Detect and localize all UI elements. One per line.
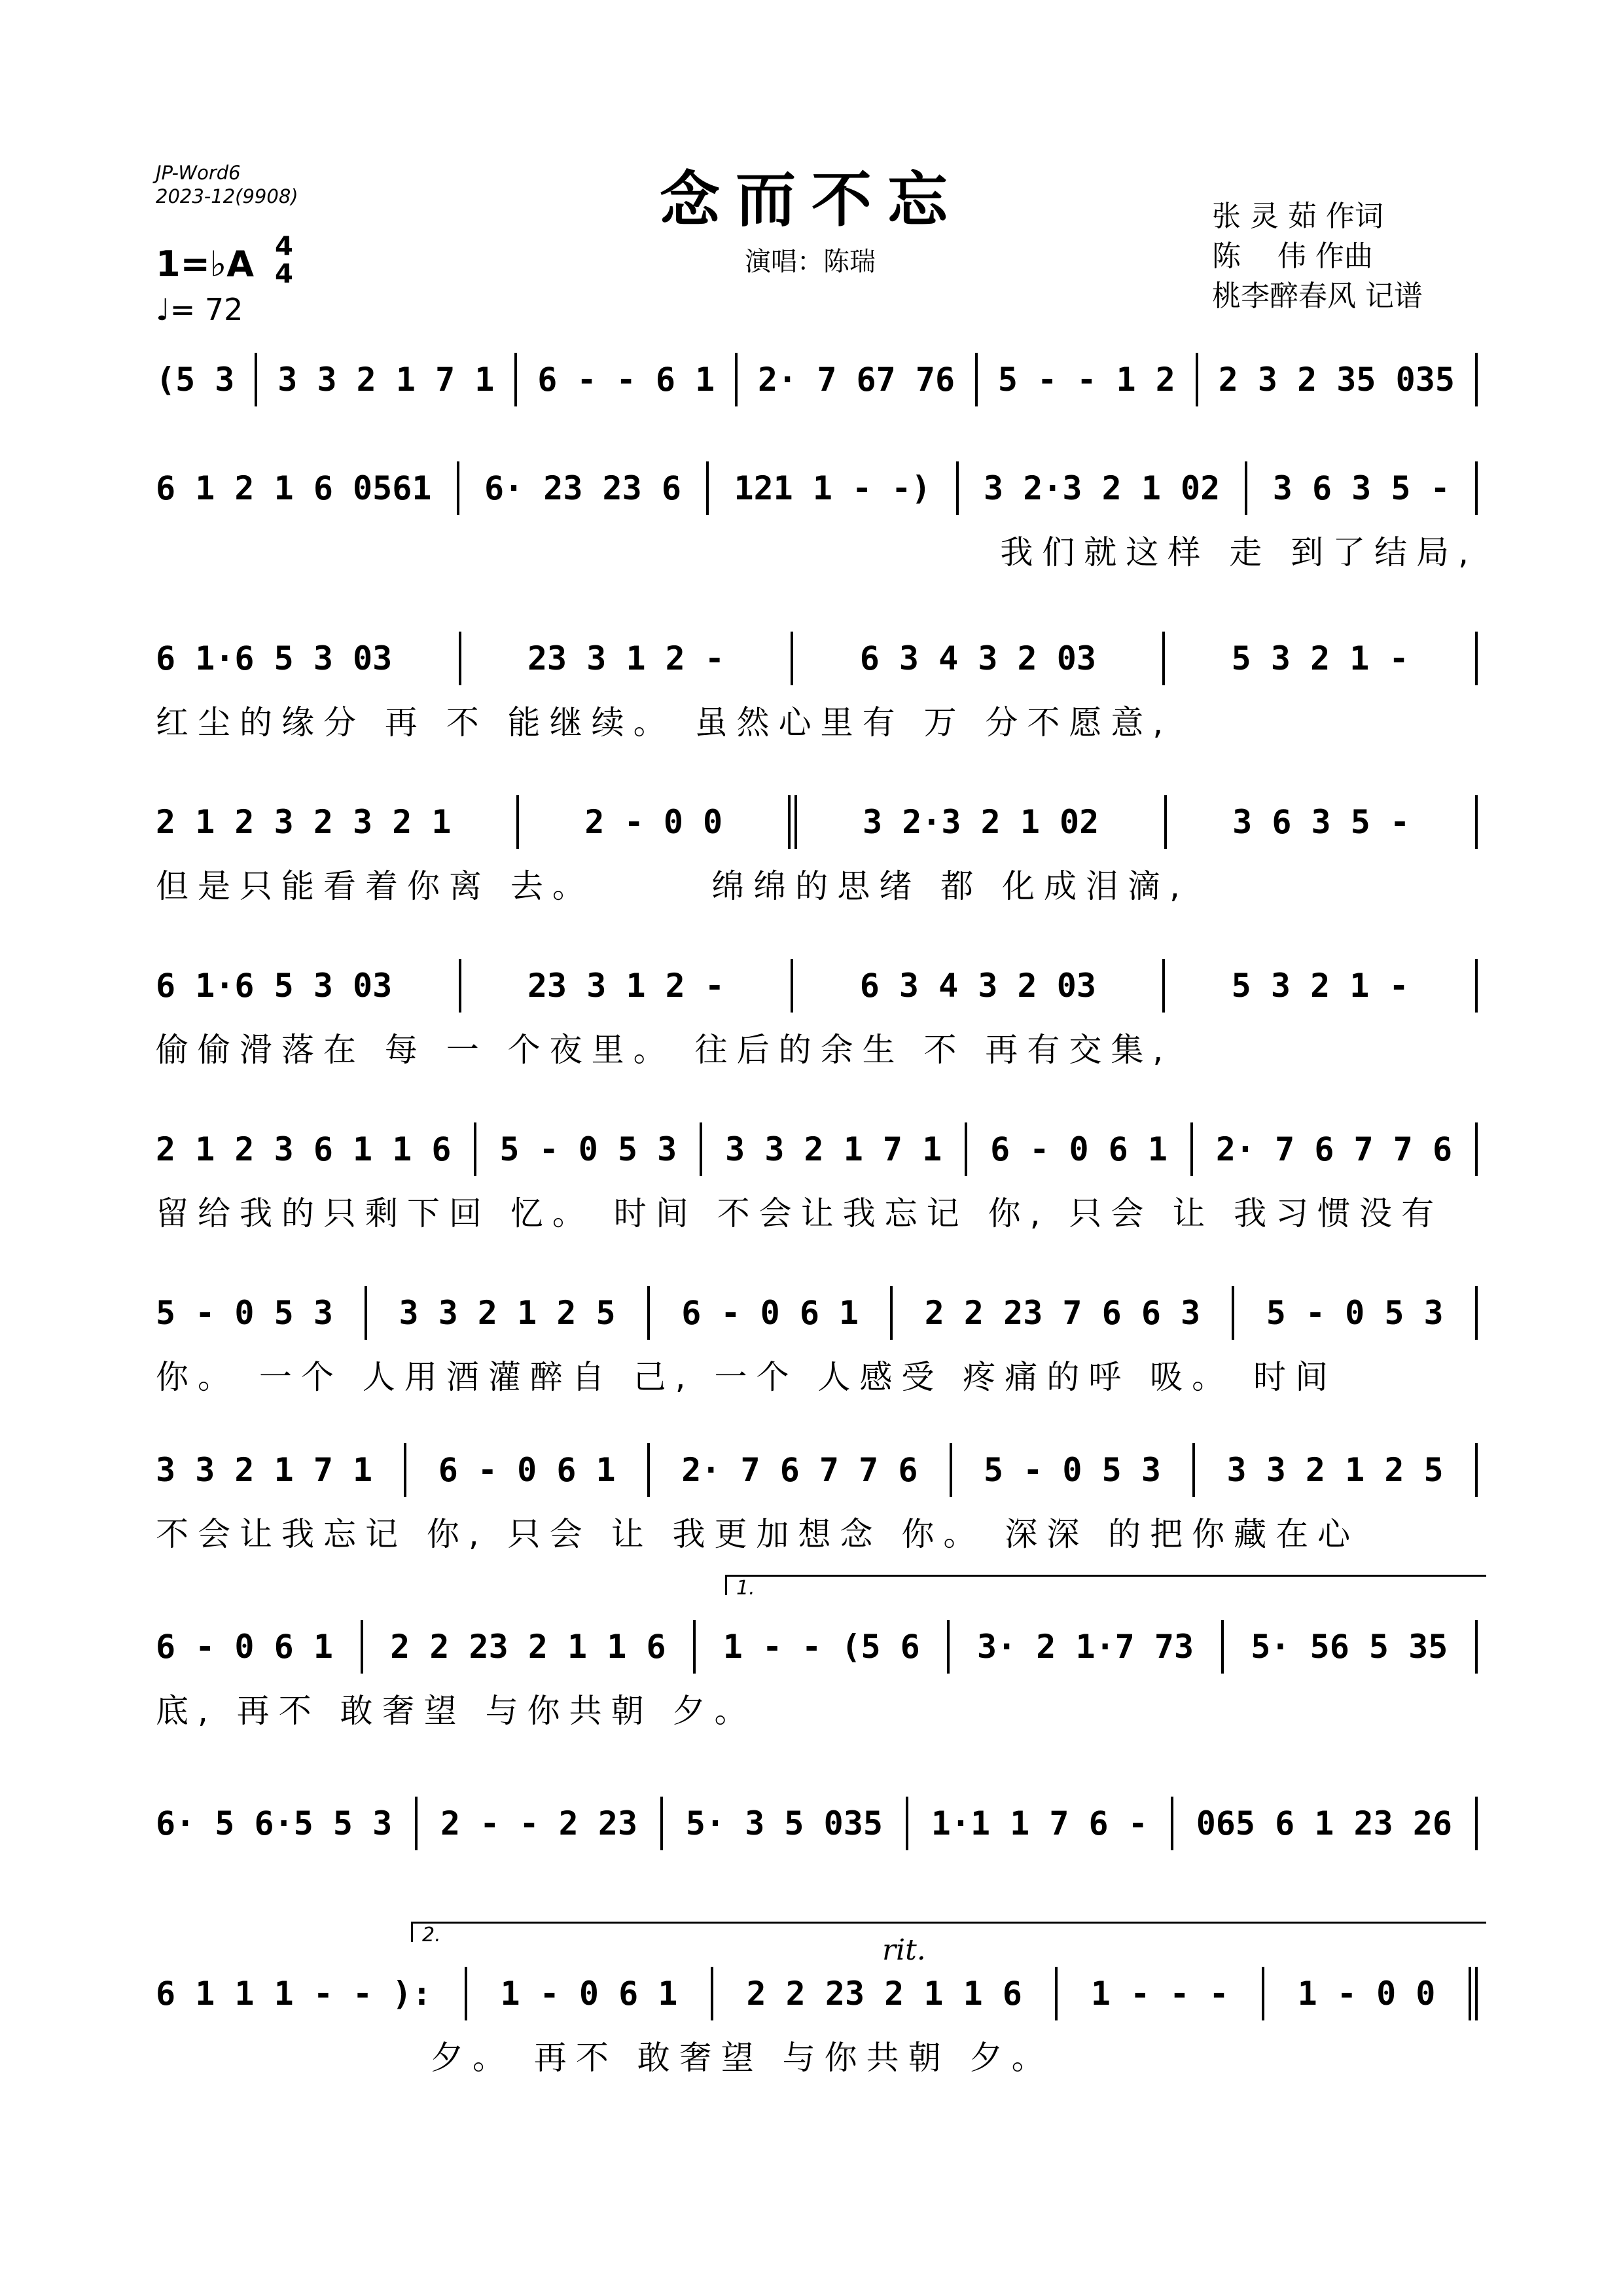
barline — [474, 1122, 476, 1176]
software-date: 2023-12(9908) — [156, 185, 298, 207]
barline — [1245, 461, 1247, 515]
barline — [1232, 1286, 1234, 1340]
credits — [1212, 196, 1423, 316]
barline — [1164, 795, 1167, 849]
barline — [415, 1797, 418, 1850]
barline — [735, 353, 738, 406]
lyrics-line: 你。 一个 人用酒灌醉自 己, 一个 人感受 疼痛的呼 吸。 时间 — [156, 1358, 1338, 1396]
measure: 3 3 2 1 2 5 — [399, 1294, 616, 1332]
barline — [1162, 959, 1165, 1013]
barline — [1221, 1620, 1224, 1674]
notation-line — [156, 960, 1478, 1012]
barline — [465, 1967, 467, 2020]
measure: 3 6 3 5 - — [1272, 469, 1450, 507]
composer: 陈 伟 作曲 — [1212, 240, 1373, 273]
measure: 6 - 0 6 1 — [681, 1294, 859, 1332]
barline — [788, 795, 797, 849]
measure: 5 - 0 5 3 — [156, 1294, 333, 1332]
measure: 5 - 0 5 3 — [499, 1130, 677, 1168]
measure: 2 1 2 3 2 3 2 1 — [156, 803, 452, 841]
lyrics-line — [156, 1861, 1478, 1901]
barline — [791, 632, 793, 685]
measure: 3 3 2 1 7 1 — [725, 1130, 942, 1168]
lyrics-line: 红尘的缘分 再 不 能继续。 虽然心里有 万 分不愿意, — [156, 704, 1173, 742]
measure: 1 - - - — [1090, 1975, 1229, 2013]
measure: 6 1·6 5 3 03 — [156, 639, 393, 677]
barline — [950, 1443, 952, 1497]
volta-bracket: 2. — [411, 1922, 1486, 1942]
measure: 2 2 23 2 1 1 6 — [746, 1975, 1022, 2013]
notation-line — [156, 632, 1478, 685]
measure: 121 1 - -) — [734, 469, 931, 507]
measure: 1·1 1 7 6 - — [931, 1804, 1148, 1842]
barline — [711, 1967, 713, 2020]
ritardando-marking: rit. — [882, 1933, 926, 1967]
barline — [459, 632, 461, 685]
measure: 6 1 1 1 - - ): — [156, 1975, 432, 2013]
measure: 3· 2 1·7 73 — [976, 1628, 1194, 1666]
barline — [1475, 1620, 1478, 1674]
measure: 3 3 2 1 2 5 — [1226, 1451, 1444, 1489]
measure: 1 - - (5 6 — [722, 1628, 920, 1666]
barline — [647, 1286, 650, 1340]
lyrics-line: 底, 再不 敢奢望 与你共朝 夕。 — [156, 1692, 757, 1730]
barline — [1475, 1797, 1478, 1850]
barline — [1475, 1286, 1478, 1340]
measure: 23 3 1 2 - — [527, 639, 724, 677]
barline — [1196, 353, 1198, 406]
measure: (5 3 — [156, 361, 235, 399]
barline — [660, 1797, 663, 1850]
lyrics-line: 偷偷滑落在 每 一 个夜里。 往后的余生 不 再有交集, — [156, 1031, 1173, 1069]
measure: 3 2·3 2 1 02 — [863, 803, 1099, 841]
measure: 2 2 23 7 6 6 3 — [924, 1294, 1201, 1332]
measure: 3 6 3 5 - — [1232, 803, 1410, 841]
measure: 6 - 0 6 1 — [438, 1451, 616, 1489]
lyricist: 张 灵 茹 作词 — [1212, 200, 1383, 233]
barline — [1469, 1967, 1478, 2020]
measure: 2 3 2 35 035 — [1218, 361, 1455, 399]
barline — [365, 1286, 367, 1340]
measure: 5 3 2 1 - — [1231, 967, 1409, 1005]
measure: 2· 7 6 7 7 6 — [1215, 1130, 1453, 1168]
barline — [1475, 1443, 1478, 1497]
barline — [1192, 1443, 1195, 1497]
barline — [956, 461, 959, 515]
tempo-marking: ♩= 72 — [156, 292, 243, 327]
barline — [1475, 1122, 1478, 1176]
barline — [1475, 461, 1478, 515]
barline — [965, 1122, 967, 1176]
barline — [255, 353, 257, 406]
measure: 5 - 0 5 3 — [1266, 1294, 1444, 1332]
notation-line — [156, 1621, 1478, 1673]
measure: 2 2 23 2 1 1 6 — [390, 1628, 666, 1666]
barline — [404, 1443, 406, 1497]
barline — [906, 1797, 908, 1850]
barline — [693, 1620, 696, 1674]
measure: 3 3 2 1 7 1 — [156, 1451, 373, 1489]
barline — [361, 1620, 363, 1674]
measure: 3 2·3 2 1 02 — [984, 469, 1221, 507]
barline — [791, 959, 793, 1013]
measure: 2· 7 6 7 7 6 — [681, 1451, 918, 1489]
singer: 演唱：陈瑞 — [745, 247, 876, 277]
time-sig-bottom: 4 — [275, 259, 293, 289]
measure: 6· 5 6·5 5 3 — [156, 1804, 393, 1842]
barline — [1171, 1797, 1173, 1850]
measure: 6 - 0 6 1 — [156, 1628, 333, 1666]
barline — [890, 1286, 893, 1340]
measure: 5 - - 1 2 — [997, 361, 1175, 399]
barline — [1262, 1967, 1264, 2020]
measure: 5· 56 5 35 — [1251, 1628, 1448, 1666]
barline — [700, 1122, 702, 1176]
barline — [1055, 1967, 1058, 2020]
barline — [1162, 632, 1165, 685]
measure: 6 3 4 3 2 03 — [859, 639, 1096, 677]
notation-line — [156, 1287, 1478, 1339]
notation-line — [156, 1967, 1478, 2020]
lyrics-line — [156, 418, 1478, 457]
barline — [647, 1443, 650, 1497]
measure: 6 1 2 1 6 0561 — [156, 469, 432, 507]
barline — [1190, 1122, 1193, 1176]
measure: 6· 23 23 6 — [484, 469, 681, 507]
barline — [947, 1620, 950, 1674]
measure: 5 - 0 5 3 — [984, 1451, 1161, 1489]
software-name: JP-Word6 — [156, 162, 241, 184]
measure: 5· 3 5 035 — [685, 1804, 883, 1842]
barline — [514, 353, 517, 406]
time-signature — [275, 233, 293, 288]
measure: 2 1 2 3 6 1 1 6 — [156, 1130, 452, 1168]
lyrics-line: 但是只能看着你离 去。 绵绵的思绪 都 化成泪滴, — [156, 867, 1189, 905]
measure: 23 3 1 2 - — [527, 967, 724, 1005]
measure: 6 - 0 6 1 — [990, 1130, 1168, 1168]
notation-line — [156, 462, 1478, 514]
notation-line — [156, 796, 1478, 848]
lyrics-line: 留给我的只剩下回 忆。 时间 不会让我忘记 你, 只会 让 我习惯没有 — [156, 1194, 1444, 1232]
song-title: 念而不忘 — [659, 164, 963, 235]
barline — [1475, 959, 1478, 1013]
notation-line — [156, 1444, 1478, 1496]
volta-bracket: 1. — [725, 1575, 1486, 1595]
barline — [1475, 795, 1478, 849]
barline — [459, 959, 461, 1013]
notation-line — [156, 1123, 1478, 1175]
measure: 065 6 1 23 26 — [1196, 1804, 1453, 1842]
measure: 5 3 2 1 - — [1231, 639, 1409, 677]
measure: 3 3 2 1 7 1 — [277, 361, 495, 399]
barline — [457, 461, 459, 515]
measure: 1 - 0 0 — [1297, 1975, 1436, 2013]
measure: 6 - - 6 1 — [537, 361, 715, 399]
time-sig-top: 4 — [275, 232, 293, 262]
lyrics-line: 不会让我忘记 你, 只会 让 我更加想念 你。 深深 的把你藏在心 — [156, 1515, 1360, 1553]
key-signature: 1=♭A — [156, 243, 255, 285]
barline — [975, 353, 978, 406]
transcriber: 桃李醉春风 记谱 — [1212, 279, 1423, 313]
measure: 2 - - 2 23 — [440, 1804, 638, 1842]
barline — [706, 461, 709, 515]
measure: 1 - 0 6 1 — [500, 1975, 678, 2013]
lyrics-line: 夕。 再不 敢奢望 与你共朝 夕。 — [431, 2039, 1054, 2077]
lyrics-line: 我们就这样 走 到了结局, — [1000, 533, 1478, 571]
barline — [1475, 353, 1478, 406]
measure: 6 1·6 5 3 03 — [156, 967, 393, 1005]
measure: 2· 7 67 76 — [758, 361, 955, 399]
notation-line — [156, 353, 1478, 406]
measure: 6 3 4 3 2 03 — [859, 967, 1096, 1005]
barline — [1475, 632, 1478, 685]
barline — [516, 795, 519, 849]
notation-line — [156, 1797, 1478, 1850]
measure: 2 - 0 0 — [584, 803, 723, 841]
